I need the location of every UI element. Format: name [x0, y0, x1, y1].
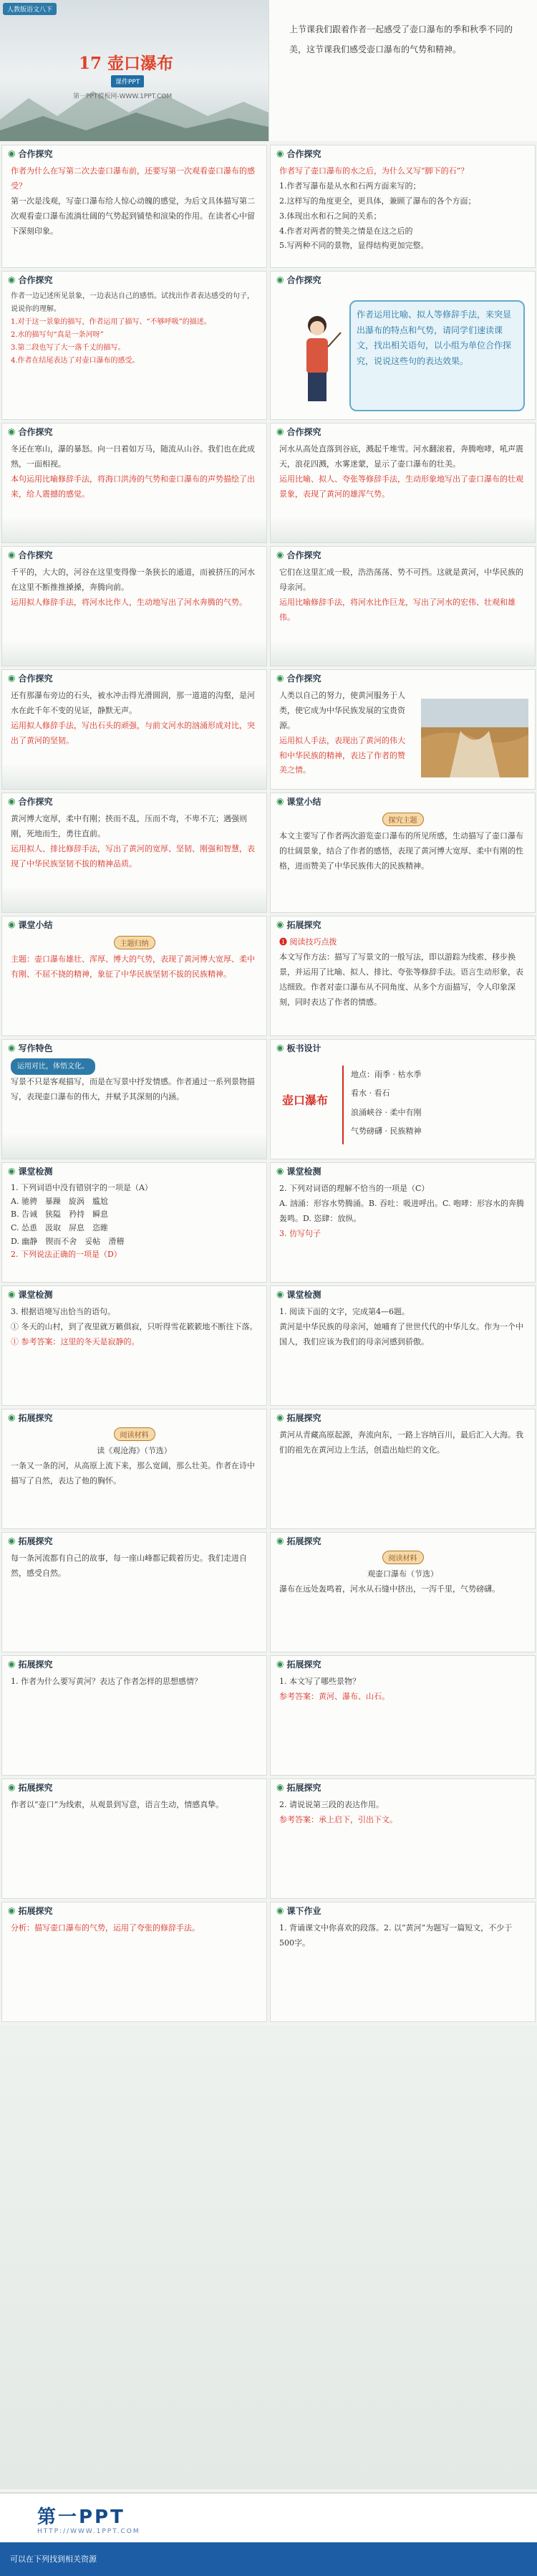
footer-brand: 第一PPT	[37, 2506, 125, 2528]
slide-7	[1, 546, 267, 666]
slide-28	[270, 1778, 536, 1899]
slide-30	[270, 1902, 536, 2022]
list-item: 3.第二段也写了大一落千丈的描写。	[11, 344, 125, 352]
slide-head: 课堂小结	[286, 796, 321, 807]
tag-badge: 主题归纳	[114, 936, 155, 949]
option: D. 幽静 锲而不舍 妥帖 滑稽	[11, 1236, 125, 1246]
slide-analysis: 运用比喻、拟人、夸张等修辞手法，生动形象地写出了壶口瀑布的壮观景象，表现了黄河的雄浑气势。	[279, 474, 523, 499]
bullet-icon: ◉	[276, 1166, 284, 1176]
bullet-icon: ◉	[8, 1782, 16, 1792]
bullet-icon: ◉	[276, 274, 284, 284]
bullet-icon: ◉	[276, 1043, 284, 1053]
slide-2	[270, 145, 536, 268]
bullet-icon: ◉	[8, 1905, 16, 1915]
slide-body: 1. 背诵课文中你喜欢的段落。2. 以“黄河”为题写一篇短文，不少于500字。	[279, 1923, 513, 1948]
slide-head: 课堂小结	[18, 919, 53, 930]
slide-head: 拓展探究	[18, 1782, 53, 1793]
slide-head: 合作探究	[286, 274, 321, 285]
slide-analysis: 运用拟人修辞手法，将河水比作人，生动地写出了河水奔腾的气势。	[11, 597, 247, 607]
question: 1. 阅读下面的文字，完成第4—6题。	[279, 1307, 410, 1316]
slide-body: 人类以自己的努力，使黄河服务于人类，使它成为中华民族发展的宝贵资源。	[279, 691, 405, 730]
question: 1. 本文写了哪些景物？	[279, 1677, 360, 1686]
bullet-icon: ◉	[8, 426, 16, 436]
question: 3. 仿写句子	[279, 1228, 321, 1238]
slide-body: 每一条河流都有自己的故事，每一座山峰都记载着历史。我们走进自然，感受自然。	[11, 1553, 247, 1578]
slide-analysis: 运用拟人手法，表现出了黄河的伟大和中华民族的精神，表达了作者的赞美之情。	[279, 735, 405, 775]
slide-6	[270, 423, 536, 543]
slide-12	[270, 793, 536, 913]
board-title: 壶口瀑布	[282, 1093, 329, 1107]
bullet-icon: ◉	[276, 426, 284, 436]
question: 2. 下列说法正确的一项是（D）	[11, 1250, 122, 1260]
bullet-icon: ◉	[8, 1536, 16, 1546]
slide-body: 第一次是浅观，写壶口瀑布给人惊心动魄的感觉，为后文具体描写第二次观看壶口瀑布流淌壮阔的气势起到铺垫和渲染的作用。在读者心中留下深刻印象。	[11, 196, 255, 236]
slide-head: 合作探究	[18, 274, 53, 285]
question: 1. 下列词语中没有错别字的一项是（A）	[11, 1183, 153, 1192]
slide-head: 拓展探究	[286, 1782, 321, 1793]
bullet-icon: ◉	[8, 274, 16, 284]
slide-analysis: 运用拟人、排比修辞手法，写出了黄河的宽厚、坚韧、刚强和智慧，表现了中华民族坚韧不拔的精神品质。	[11, 843, 255, 868]
bullet-icon: ◉	[8, 919, 16, 929]
slide-4	[270, 271, 536, 420]
bullet-icon: ◉	[276, 673, 284, 683]
slide-head: 合作探究	[18, 426, 53, 437]
slide-body: 它们在这里汇成一股，浩浩荡荡、势不可挡。这就是黄河，中华民族的母亲河。	[279, 568, 523, 592]
bullet-icon: ◉	[8, 148, 16, 158]
teacher-illustration	[292, 311, 342, 411]
slide-head: 拓展探究	[18, 1659, 53, 1670]
slide-head: 拓展探究	[286, 1659, 321, 1670]
list-item: 3.体现出水和石之间的关系；	[279, 211, 382, 221]
slide-29	[1, 1902, 267, 2022]
board-line: 气势磅礴 · 民族精神	[351, 1126, 422, 1136]
bullet-icon: ◉	[8, 550, 16, 560]
slide-16	[270, 1039, 536, 1159]
board-line: 看水 · 看石	[351, 1088, 390, 1098]
cover-title: 17 壶口瀑布	[79, 54, 174, 73]
question: 3. 根据语境写出恰当的语句。	[11, 1307, 115, 1316]
slide-head: 板书设计	[286, 1043, 321, 1053]
intro-slide	[268, 0, 537, 141]
slide-body: 作者以“壶口”为线索，从观景到写意，语言生动，情感真挚。	[11, 1800, 224, 1809]
list-item: 4.作者对两者的赞美之情是在这之后的	[279, 226, 413, 236]
slide-23	[1, 1532, 267, 1652]
bullet-icon: ◉	[8, 673, 16, 683]
footer	[0, 2492, 537, 2575]
slide-head: 拓展探究	[18, 1412, 53, 1423]
slide-19	[1, 1285, 267, 1406]
cover-slide	[0, 0, 537, 141]
slide-14	[270, 916, 536, 1036]
option: A. 驰骋 暴躁 旋涡 尴尬	[11, 1196, 108, 1206]
speech-bubble: 作者运用比喻、拟人等修辞手法，来突显出瀑布的特点和气势，请同学们速读课文，找出相关语句，以小组为单位合作探究，说说这些句的表达效果。	[349, 300, 525, 411]
bullet-icon: ◉	[276, 796, 284, 806]
slide-question: 作者写了壶口瀑布的水之后，为什么又写“脚下的石”？	[279, 166, 469, 176]
page-background	[0, 2025, 537, 2489]
slide-body: A. 汹涌：形容水势腾涌。B. 吞吐：吸进呼出。C. 咆哮：形容水的奔腾轰鸣。D. 恣肆：放纵。	[279, 1198, 525, 1223]
bullet-icon: ◉	[8, 796, 16, 806]
cover-site: 第一PPT模板网-WWW.1PPT.COM	[73, 93, 173, 100]
bullet-icon: ◉	[8, 1659, 16, 1669]
slide-head: 课堂检测	[286, 1166, 321, 1177]
slide-body: 本文主要写了作者两次游览壶口瀑布的所见所感，生动描写了壶口瀑布的壮阔景象，结合了作者的感悟，表现了黄河博大宽厚、柔中有刚的性格，进而赞美了中华民族伟大的民族精神。	[279, 831, 523, 871]
slide-3	[1, 271, 267, 420]
slide-body: 写景不只是客观描写，而是在写景中抒发情感。作者通过一系列景物描写，表现壶口瀑布的伟大，并赋予其深刻的内涵。	[11, 1077, 255, 1101]
slide-1	[1, 145, 267, 268]
slide-27	[1, 1778, 267, 1899]
slide-body: 一条又一条的河，从高原上流下来，那么宽阔，那么壮美。作者在诗中描写了自然，表达了他的胸怀。	[11, 1460, 255, 1485]
footer-domain: HTTP://WWW.1PPT.COM	[37, 2528, 140, 2535]
slide-analysis: 运用比喻修辞手法，将河水比作巨龙，写出了河水的宏伟、壮观和雄伟。	[279, 597, 516, 622]
slide-body: 本文写作方法：描写了写景文的一般写法，即以游踪为线索、移步换景，并运用了比喻、拟人、排比、夸张等修辞手法。语言生动形象，表达细致。作者对壶口瀑布从不同角度、从多个方面描写，令人印象深刻，同时表达了作者的情感。	[279, 952, 523, 1007]
bullet-icon: ◉	[8, 1166, 16, 1176]
slide-analysis: 运用拟人修辞手法，写出石头的顽强，与前文河水的汹涌形成对比，突出了黄河的坚韧。	[11, 720, 255, 745]
list-item: 2.这样写的角度更全，更具体，兼顾了瀑布的各个方面；	[279, 196, 476, 206]
slide-head: 合作探究	[286, 426, 321, 437]
cover-banner: 人教版语文八下	[3, 3, 57, 15]
question: 2. 请说说第三段的表达作用。	[279, 1800, 384, 1809]
bullet-icon: ◉	[276, 1782, 284, 1792]
slide-head: 拓展探究	[18, 1905, 53, 1916]
bullet-icon: ◉	[276, 1412, 284, 1422]
slide-head: 写作特色	[18, 1043, 53, 1053]
slide-head: 课堂检测	[18, 1289, 53, 1300]
tag-badge: 探究主题	[382, 813, 424, 826]
cover-badge: 课件PPT	[111, 75, 144, 87]
slide-head: 拓展探究	[286, 1536, 321, 1546]
slide-body: 还有那瀑布旁边的石头，被水冲击得光滑圆润，那一道道的沟壑，是河水在此千年不变的见证，静默无声。	[11, 691, 255, 715]
question: 2. 下列对词语的理解不恰当的一项是（C）	[279, 1184, 430, 1193]
slide-body: ① 冬天的山村，到了夜里就万籁俱寂，只听得雪花簌簌地不断往下落。	[11, 1321, 258, 1331]
bullet-icon: ◉	[276, 1289, 284, 1299]
option: C. 怂恿 汲取 屏息 恣睢	[11, 1223, 109, 1233]
slide-body: 千平的，大大的，河谷在这里变得像一条狭长的通道，而被挤压的河水在这里不断推推搡搡，奔腾向前。	[11, 568, 255, 592]
list-item: 2.水的描写句“真是一条河呀”	[11, 331, 104, 339]
slide-head: 合作探究	[18, 673, 53, 684]
bullet-icon: ◉	[276, 1905, 284, 1915]
slide-intro: 作者一边记述所见景象，一边表达自己的感悟。试找出作者表达感受的句子，说说你的理解。	[11, 292, 254, 313]
slide-body: 黄河博大宽厚，柔中有刚；挟而不乱，压而不弯，不卑不亢；遇强则刚，死地而生，勇往直前。	[11, 814, 247, 838]
slide-body: 分析：描写壶口瀑布的气势，运用了夸张的修辞手法。	[11, 1923, 200, 1933]
tag-badge: 阅读材料	[114, 1427, 155, 1441]
slide-head: 课堂检测	[18, 1166, 53, 1177]
slide-body: 冬还在寒山，瀑的暴怒。向一日着如万马，随流从山谷。我们也在此成熟，一面相视。	[11, 444, 255, 469]
list-item: 1.作者写瀑布是从水和石两方面来写的；	[279, 181, 421, 191]
slide-body: 黄河从青藏高原起源，奔流向东，一路上容纳百川，最后汇入大海。我们的祖先在黄河边上生活，创造出灿烂的文化。	[279, 1430, 523, 1455]
slide-head: 合作探究	[286, 550, 321, 560]
bullet-icon: ◉	[276, 550, 284, 560]
passage-title: 观壶口瀑布（节选）	[367, 1569, 438, 1579]
slide-body: 1. 作者为什么要写黄河？表达了作者怎样的思想感情？	[11, 1677, 202, 1686]
slide-25	[1, 1655, 267, 1776]
list-item: 1.对于这一景象的描写，作者运用了描写、“不够呼吸”的描述。	[11, 318, 211, 326]
slide-head: 合作探究	[18, 148, 53, 159]
cover-left	[0, 0, 268, 141]
bullet-icon: ◉	[8, 1289, 16, 1299]
board-line: 浪涌峡谷 · 柔中有刚	[351, 1107, 422, 1117]
slide-head: 合作探究	[286, 148, 321, 159]
tag-badge: 阅读材料	[382, 1551, 424, 1564]
slide-10	[270, 669, 536, 790]
tag-badge: 运用对比，体悟文化。	[11, 1058, 95, 1075]
slide-21	[1, 1409, 267, 1529]
option: B. 告诫 狭隘 矜持 瞬息	[11, 1210, 109, 1220]
slide-head: 课堂检测	[286, 1289, 321, 1300]
footer-bar-text: 可以在下列找到相关资源	[10, 2555, 97, 2564]
answer: 参考答案：黄河、瀑布、山石。	[279, 1691, 390, 1701]
bullet-icon: ◉	[276, 1536, 284, 1546]
bullet-icon: ◉	[276, 919, 284, 929]
intro-text: 上节课我们跟着作者一起感受了壶口瀑布的季和秋季不同的美，这节课我们感受壶口瀑布的气势和精神。	[289, 24, 513, 54]
slide-26	[270, 1655, 536, 1776]
board-line: 地点：雨季 · 枯水季	[351, 1070, 422, 1079]
slide-9	[1, 669, 267, 790]
slide-11	[1, 793, 267, 913]
slide-22	[270, 1409, 536, 1529]
slide-body: 黄河是中华民族的母亲河，她哺育了世世代代的中华儿女。作为一个中国人，我们应该为我们的母亲河感到骄傲。	[279, 1321, 523, 1346]
list-item: 4.作者在结尾表达了对壶口瀑布的感受。	[11, 357, 140, 365]
slide-head: 拓展探究	[18, 1536, 53, 1546]
answer: 参考答案：承上启下，引出下文。	[279, 1814, 397, 1824]
slide-head: 拓展探究	[286, 1412, 321, 1423]
footer-bar	[0, 2542, 537, 2576]
slide-17	[1, 1162, 267, 1283]
slide-8	[270, 546, 536, 666]
passage-title: 读《观沧海》（节选）	[97, 1446, 172, 1455]
slide-body: 主题：壶口瀑布雄壮、浑厚、博大的气势，表现了黄河博大宽厚、柔中有刚、不屈不挠的精神，象征了中华民族坚韧不拔的民族精神。	[11, 954, 255, 979]
slide-head: 合作探究	[18, 550, 53, 560]
slide-13	[1, 916, 267, 1036]
bullet-icon: ◉	[8, 1412, 16, 1422]
slide-body: 瀑布在远处轰鸣着，河水从石缝中挤出，一泻千里，气势磅礴。	[279, 1584, 500, 1594]
slide-question: 作者为什么在写第二次去壶口瀑布前，还要写第一次观看壶口瀑布的感受？	[11, 166, 255, 191]
slide-24	[270, 1532, 536, 1652]
slide-18	[270, 1162, 536, 1283]
slide-5	[1, 423, 267, 543]
slide-15	[1, 1039, 267, 1159]
slide-head: 合作探究	[18, 796, 53, 807]
bullet-icon: ◉	[276, 1659, 284, 1669]
answer: ① 参考答案：这里的冬天是寂静的。	[11, 1336, 140, 1346]
bullet-icon: ◉	[276, 148, 284, 158]
slide-20	[270, 1285, 536, 1406]
waterfall-photo	[421, 699, 528, 777]
slide-subhead: ❶ 阅读技巧点拨	[279, 937, 337, 947]
slide-head: 合作探究	[286, 673, 321, 684]
list-item: 5.写两种不同的景物，显得结构更加完整。	[279, 241, 429, 251]
slide-head: 拓展探究	[286, 919, 321, 930]
slide-body: 河水从高处直落到谷底，溅起千堆雪。河水翻滚着，奔腾咆哮，吼声震天，浪花四溅，水雾迷蒙，显示了壶口瀑布的壮美。	[279, 444, 523, 469]
bullet-icon: ◉	[8, 1043, 16, 1053]
slide-head: 课下作业	[286, 1905, 321, 1916]
slide-analysis: 本句运用比喻修辞手法，将海口洪涛的气势和壶口瀑布的声势描绘了出来，给人震撼的感觉。	[11, 474, 255, 499]
